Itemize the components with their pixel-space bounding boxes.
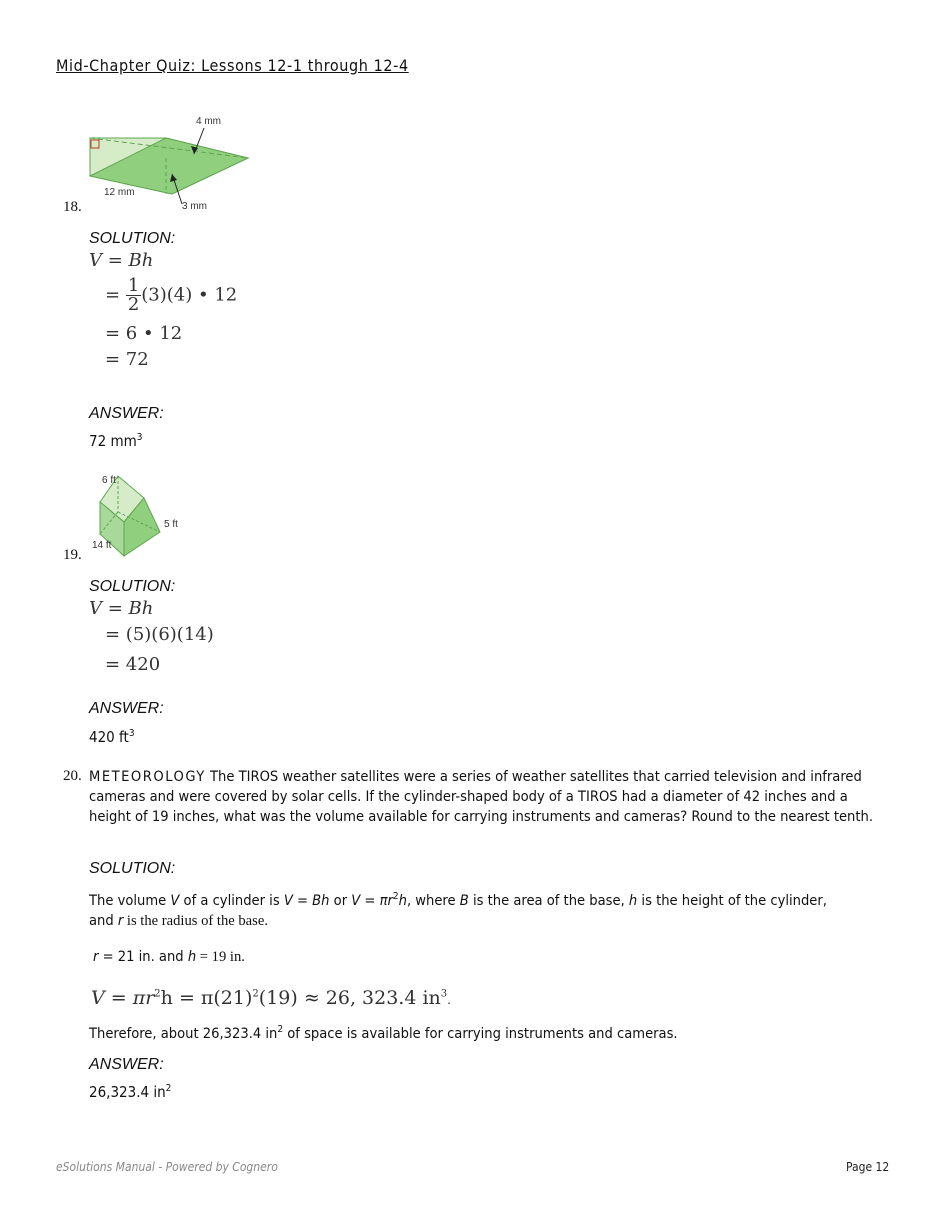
q18-frac-numerator: 1	[127, 275, 140, 296]
q19-answer-label: ANSWER:	[89, 700, 164, 717]
q18-answer-label: ANSWER:	[89, 405, 164, 422]
q20-topic: METEOROLOGY	[89, 768, 206, 785]
q19-answer: 420 $ft^3$	[89, 728, 135, 746]
question-number-20: 20.	[63, 768, 82, 784]
fig19-label-right: 5 ft	[164, 519, 178, 530]
q18-frac-denominator: 2	[127, 294, 140, 315]
q20-conclusion: Therefore, about 26,323.4 $in^2$ of space is available for carrying instruments and cameras.	[89, 1024, 678, 1042]
q19-equation-2: = (5)(6)(14)	[105, 624, 214, 645]
question-number-18: 18.	[63, 199, 82, 215]
footer-credit: eSolutions Manual - Powered by Cognero	[56, 1160, 278, 1174]
rectangular-prism-figure	[86, 470, 186, 562]
q20-answer: 26,323.4 $in^2$	[89, 1083, 172, 1101]
fig19-label-left: 14 ft	[92, 540, 112, 551]
q20-volume-formula: $V = \pi r^2h = \pi(21)^2(19) \approx 26$, 323.4 $in^3$.	[91, 987, 451, 1009]
q20-problem-text: The TIROS weather satellites were a series of weather satellites that carried television and infrared cameras and were covered by solar cells. If the cylinder-shaped body of a TIROS had a diameter of 42 inches and a height of 19 inches, what was the volume available for carrying instruments and cameras? Round to the nearest tenth.	[89, 768, 874, 825]
q18-equation-3: = 6 • 12	[105, 323, 183, 344]
page-title: Mid-Chapter Quiz: Lessons 12-1 through 12-4	[56, 56, 409, 75]
q20-given-values: r = 21 in. and h = 19 in.	[93, 948, 245, 965]
page-number: Page 12	[846, 1160, 890, 1174]
q18-solution-label: SOLUTION:	[89, 230, 176, 247]
q19-equation-1: V = Bh	[89, 598, 154, 619]
fig19-label-top: 6 ft	[102, 475, 116, 486]
q18-answer: 72 $mm^3$	[89, 432, 143, 450]
q18-equation-2-rest: (3)(4) • 12	[141, 284, 238, 306]
q20-answer-label: ANSWER:	[89, 1056, 164, 1073]
q18-equation-1: V = Bh	[89, 250, 154, 271]
fig18-label-top: 4 mm	[196, 116, 221, 127]
q20-solution-label: SOLUTION:	[89, 860, 176, 877]
q18-equation-4: = 72	[105, 349, 149, 370]
q19-solution-label: SOLUTION:	[89, 578, 176, 595]
question-number-19: 19.	[63, 547, 82, 563]
q20-problem	[89, 767, 889, 827]
q19-equation-3: = 420	[105, 654, 161, 675]
fig18-label-bottom: 3 mm	[182, 201, 207, 212]
triangular-prism-figure	[86, 110, 256, 212]
fig18-label-left: 12 mm	[104, 187, 135, 198]
q18-equation-2: = $\frac{1}{2}$ (3)(4) • 12	[105, 275, 238, 315]
q20-solution-paragraph: The volume V of a cylinder is V = Bh or $V = \pi r^2h$, where B is the area of the base, h is the height of the cylinder, and r is the radius of the base.	[89, 891, 827, 929]
